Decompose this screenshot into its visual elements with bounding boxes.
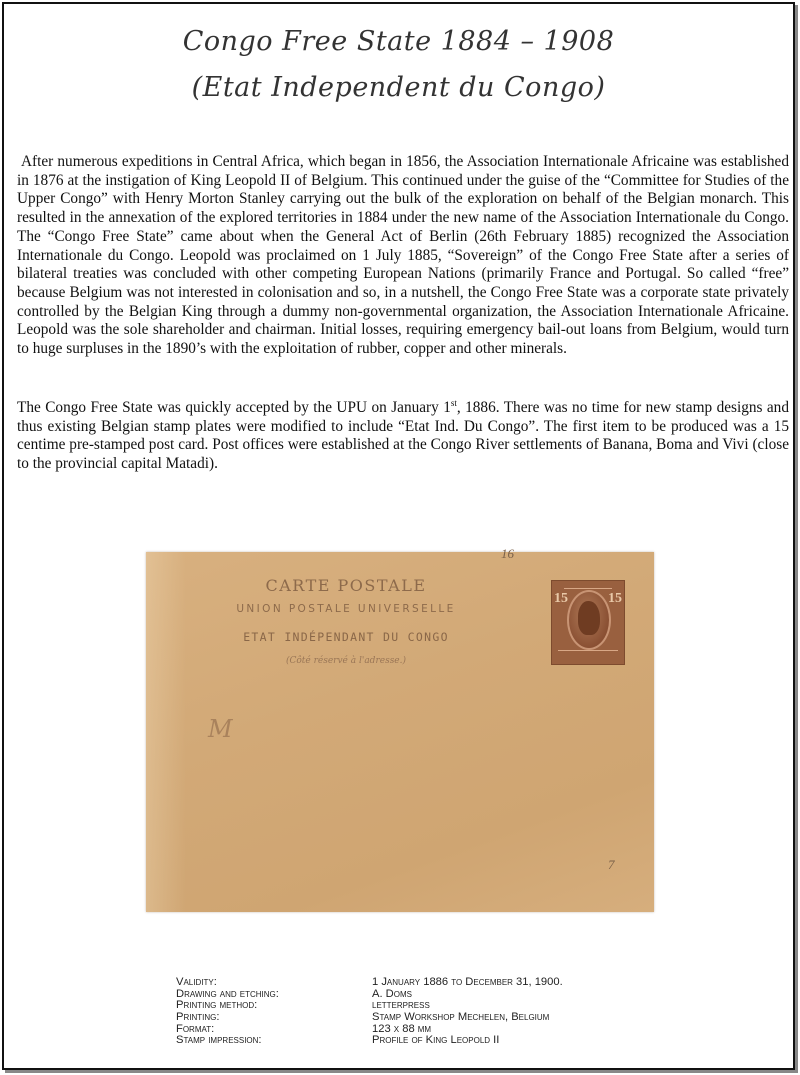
postcard-union: UNION POSTALE UNIVERSELLE (236, 603, 456, 615)
upu-paragraph-part1: The Congo Free State was quickly accepted by the UPU on January 1 (17, 399, 451, 416)
info-row (176, 1012, 716, 1024)
info-value: letterpress (372, 999, 430, 1012)
info-label: Drawing and etching: (176, 987, 279, 1000)
info-value: A. Doms (372, 987, 412, 1000)
pencil-note-2: 7 (608, 857, 615, 872)
info-row (176, 977, 716, 989)
info-row (176, 1035, 716, 1047)
info-value: Stamp Workshop Mechelen, Belgium (372, 1011, 550, 1024)
page-title-line1: Congo Free State 1884 – 1908 (182, 26, 615, 57)
postcard-monsieur: M (208, 715, 233, 743)
stamp-portrait (578, 601, 600, 635)
info-value: Profile of King Leopold II (372, 1034, 500, 1047)
info-label: Printing method: (176, 999, 258, 1012)
pencil-note: 16 (501, 546, 514, 561)
info-label: Printing: (176, 1011, 220, 1024)
stamp-value-left: 15 (554, 591, 568, 606)
album-page (2, 2, 795, 1070)
info-label: Validity: (176, 976, 217, 988)
upu-paragraph (17, 399, 789, 474)
info-table (176, 977, 716, 1047)
stamp-top-band (564, 583, 612, 589)
info-label: Format: (176, 1022, 215, 1035)
postcard-title: CARTE POSTALE (265, 576, 427, 595)
postcard-image (146, 546, 654, 912)
postcard-etat: ETAT INDÉPENDANT DU CONGO (243, 630, 449, 644)
page-title-line2: (Etat Independent du Congo) (191, 72, 606, 103)
history-paragraph: After numerous expeditions in Central Africa, which began in 1856, the Association Internationale Africaine was established in 1876 at the instigation of King Leopold II of Belgium. This continued under the guise of the “Committee for Studies of the Upper Congo” with Henry Morton Stanley carrying out the bulk of the exploration on behalf of the Belgian monarch. This resulted in the annexation of the explored territories in 1884 under the new name of the Association Internationale du Congo. The “Congo Free State” came about when the General Act of Berlin (26th February 1885) recognized the Association Internationale du Congo. Leopold was proclaimed on 1 July 1885, “Sovereign” of the Congo Free State after a series of bilateral treaties was concluded with other competing European Nations (primarily France and Portugal. So called “free” because Belgium was not interested in colonisation and so, in a nutshell, the Congo Free State was a corporate state privately controlled by the Belgian King through a dummy non-governmental organization, the Association Internationale Africaine. Leopold was the sole shareholder and chairman. Initial losses, requiring emergency bail-out loans from Belgium, would turn to huge surpluses in the 1890’s with the exploitation of rubber, copper and other minerals. (17, 153, 789, 358)
info-label: Stamp impression: (176, 1034, 262, 1047)
postcard-address-note: (Côté réservé à l'adresse.) (285, 656, 407, 666)
info-value: 123 x 88 mm (372, 1022, 432, 1035)
upu-paragraph-part2: , 1886. There was no time for new stamp designs and thus existing Belgian stamp plates were modified to include “Etat Ind. Du Congo”. The first item to be produced was a 15 centime pre-stamped post card. Post offices were established at the Congo River settlements of Banana, Boma and Vivi (close to the provincial capital Matadi). (17, 399, 789, 473)
info-value: 1 January 1886 to December 31, 1900. (372, 976, 563, 988)
leopold-stamp-icon (551, 580, 625, 665)
stamp-bottom-band (558, 650, 618, 660)
info-row (176, 989, 716, 1001)
stamp-value-right: 15 (608, 591, 622, 606)
upu-paragraph-superscript: st (450, 397, 457, 408)
